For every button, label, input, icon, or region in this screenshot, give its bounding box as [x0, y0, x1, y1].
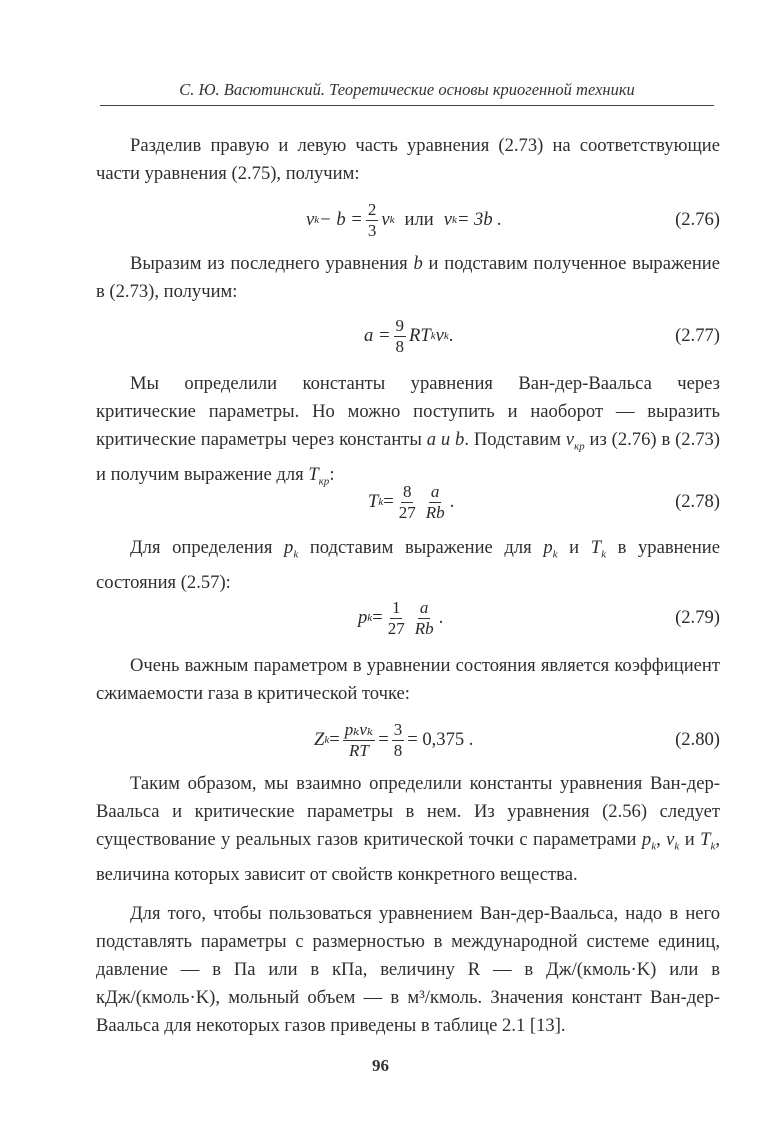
- p4-p2: p: [543, 537, 553, 558]
- equation-number: (2.80): [675, 729, 720, 750]
- eq278-lhs-sub: k: [378, 496, 384, 508]
- p4-text-a: Для определения: [130, 537, 285, 558]
- eq278-frac1-den: 27: [398, 502, 416, 522]
- eq277-frac-num: 9: [395, 315, 404, 335]
- eq280-eq2: =: [378, 729, 389, 750]
- paragraph-1: Разделив правую и левую часть уравнения (2.73) на соответствующие части уравнения (2.75), получим:: [96, 135, 720, 184]
- p4-p2-sub: k: [552, 548, 558, 561]
- p3-v-sub: кр: [574, 440, 585, 453]
- p6-sep: ,: [656, 829, 667, 850]
- p3-vars: a и b: [426, 429, 465, 450]
- p6-T-sub: k: [710, 840, 716, 853]
- eq276-rhs-v: v: [381, 209, 390, 230]
- eq280-frac2-den: 8: [393, 740, 403, 760]
- eq277-rhs-sub1: k: [430, 330, 436, 342]
- eq276-v2-sub: k: [451, 214, 457, 226]
- paragraph-6: [96, 770, 720, 889]
- eq279-tail: .: [438, 607, 444, 628]
- p2-var: b: [413, 253, 423, 274]
- eq276-rhs2: = 3b .: [456, 209, 502, 230]
- equation-2-80-formula: [314, 710, 473, 770]
- p6-text-b: , величина которых зависит от свойств конкретного вещества.: [96, 829, 721, 885]
- p4-text-b: подставим выражение для: [298, 537, 544, 558]
- p3-text-c: из (2.76) в (2.73) и получим выражение для: [96, 429, 721, 485]
- eq276-minus-b: − b =: [319, 209, 363, 230]
- p4-text-c: и: [557, 537, 591, 558]
- eq279-fraction-1: [386, 599, 407, 638]
- p3-text-d: :: [329, 463, 335, 485]
- eq278-fraction-1: [397, 483, 418, 522]
- p2-text-a: Выразим из последнего уравнения: [130, 253, 414, 274]
- eq277-fraction: [394, 317, 407, 356]
- eq280-frac2-num: 3: [393, 719, 403, 739]
- eq280-tail: = 0,375 .: [407, 729, 474, 750]
- eq280-fraction-2: [392, 721, 405, 760]
- equation-number: (2.77): [675, 325, 720, 346]
- eq278-fraction-2: [424, 483, 447, 522]
- paragraph-7: Для того, чтобы пользоваться уравнением Ван-дер-Ваальса, надо в него подставлять параметры с размерностью в международной системе единиц, давление — в Па или в кПа, величину R — в Дж/(кмоль·K) или в кДж/(кмоль·K), мольный объем — в м³/кмоль. Значения констант Ван-дер-Ваальса для некоторых газов приведены в таблице 2.1 [13].: [96, 903, 720, 1036]
- p6-v: v: [666, 829, 675, 850]
- eq276-frac-num: 2: [367, 199, 377, 219]
- eq279-frac2-den: Rb: [414, 618, 434, 638]
- eq280-eq: =: [329, 729, 340, 750]
- p3-T: T: [308, 463, 319, 485]
- eq277-rhs: RT: [409, 325, 431, 346]
- eq277-lhs: a =: [364, 325, 391, 346]
- eq279-fraction-2: [413, 599, 436, 638]
- p4-T: T: [590, 537, 602, 558]
- eq279-frac1-num: 1: [391, 597, 401, 617]
- eq276-word: или: [404, 209, 434, 230]
- p4-p1-sub: k: [293, 548, 299, 561]
- eq276-frac-den: 3: [367, 220, 377, 240]
- p6-text-a: Таким образом, мы взаимно определили константы уравнения Ван-дер-Ваальса и критические параметры в нем. Из уравнения (2.56) следует существование у реальных газов критической точки с параметрами: [96, 773, 720, 850]
- equation-2-77-formula: [364, 306, 453, 366]
- running-header: С. Ю. Васютинский. Теоретические основы криогенной техники: [179, 80, 635, 99]
- p6-and: и: [679, 829, 701, 850]
- equation-2-77: [96, 306, 720, 366]
- eq276-v2: v: [443, 209, 452, 230]
- eq280-frac1-den: RT: [349, 740, 369, 760]
- eq278-lhs: T: [368, 491, 379, 512]
- p6-T: T: [700, 829, 711, 850]
- eq277-frac-den: 8: [395, 336, 404, 356]
- p4-p1: p: [284, 537, 294, 558]
- eq276-lhs: v: [306, 209, 315, 230]
- eq276-fraction: [366, 201, 379, 240]
- p6-p-sub: k: [651, 840, 657, 853]
- p3-T-sub: кр: [318, 475, 330, 488]
- equation-2-80: [96, 710, 720, 770]
- equation-number: (2.78): [675, 491, 720, 512]
- eq280-lhs: Z: [314, 729, 325, 750]
- p4-text-d: в уравнение состояния (2.57):: [96, 537, 720, 593]
- eq277-tail: .: [448, 325, 454, 346]
- eq276-lhs-sub: k: [314, 214, 320, 226]
- p4-T-sub: k: [601, 548, 606, 561]
- page-number: 96: [372, 1056, 389, 1075]
- p3-text-a: Мы определили константы уравнения Ван-дер-Ваальса через критические параметры. Но можно поступить и наоборот — выразить критические параметры через константы: [96, 373, 720, 450]
- eq279-frac2-num: a: [419, 597, 429, 617]
- equation-2-76: [96, 190, 720, 250]
- equation-number: (2.76): [675, 209, 720, 230]
- paragraph-5: Очень важным параметром в уравнении состояния является коэффициент сжимаемости газа в критической точке:: [96, 655, 720, 704]
- p3-v: v: [565, 429, 574, 450]
- eq276-rhs-sub: k: [389, 214, 395, 226]
- p2-text-b: и подставим полученное выражение в (2.73), получим:: [96, 253, 720, 302]
- eq278-tail: .: [449, 491, 455, 512]
- eq279-lhs-sub: k: [367, 612, 373, 624]
- eq278-frac2-den: Rb: [425, 502, 445, 522]
- equation-2-76-formula: [306, 190, 502, 250]
- p6-p: p: [641, 829, 652, 850]
- p6-v-sub: k: [674, 840, 680, 853]
- eq278-eq: =: [383, 491, 394, 512]
- equation-2-79-formula: [358, 588, 443, 648]
- p3-text-b: . Подставим: [464, 429, 566, 450]
- eq277-rhs-sub2: k: [443, 330, 449, 342]
- eq279-frac1-den: 27: [387, 618, 405, 638]
- paragraph-2: [96, 250, 720, 306]
- eq280-fraction-1: [343, 721, 375, 760]
- eq280-frac1-num: pₖvₖ: [344, 719, 374, 739]
- header-rule: [100, 105, 714, 106]
- equation-2-78-formula: [368, 472, 454, 532]
- eq277-rhs-v: v: [435, 325, 444, 346]
- eq278-frac1-num: 8: [402, 481, 412, 501]
- eq279-eq: =: [372, 607, 383, 628]
- eq279-lhs: p: [358, 607, 368, 628]
- equation-2-79: [96, 588, 720, 648]
- eq280-lhs-sub: k: [324, 734, 330, 746]
- equation-2-78: [96, 472, 720, 532]
- equation-number: (2.79): [675, 607, 720, 628]
- eq278-frac2-num: a: [430, 481, 440, 501]
